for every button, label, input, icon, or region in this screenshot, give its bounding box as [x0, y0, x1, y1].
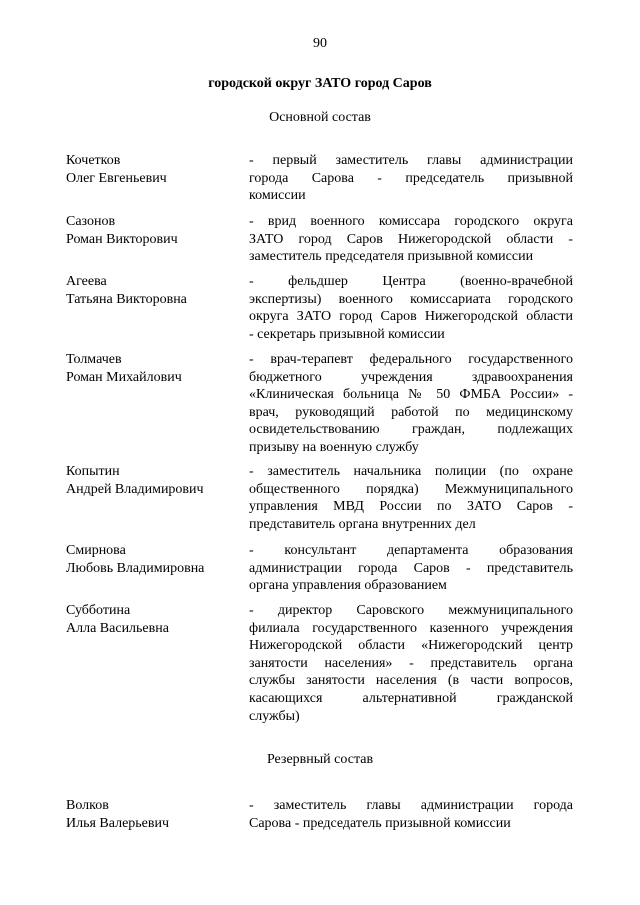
- member-name: [66, 542, 241, 577]
- member-role: [249, 213, 573, 266]
- member-role: [249, 273, 573, 343]
- member-name: [66, 273, 241, 308]
- member-role-line: бюджетного учреждения здравоохранения: [249, 369, 573, 385]
- member-role: [249, 542, 573, 595]
- member-role-line: службы занятости населения (в части вопросов,: [249, 673, 573, 689]
- member-name: [66, 213, 241, 248]
- member-given-names: Андрей Владимирович: [66, 481, 204, 497]
- member-role-line: - заместитель начальника полиции (по охране: [249, 464, 573, 479]
- district-title: городской округ ЗАТО город Саров: [208, 76, 432, 91]
- member-given-names: Алла Васильевна: [66, 620, 169, 636]
- member-surname: Сазонов: [66, 214, 116, 229]
- member-given-names: Любовь Владимировна: [66, 560, 205, 576]
- member-role-line: Сарова - председатель призывной комиссии: [249, 815, 511, 831]
- member-role-line: - врид военного комиссара городского округа: [249, 214, 573, 229]
- member-surname: Волков: [66, 798, 109, 813]
- member-role-line: комиссии: [249, 188, 306, 204]
- member-surname: Копытин: [66, 464, 120, 479]
- member-role-line: - консультант департамента образования: [249, 543, 573, 558]
- page-number: 90: [313, 36, 327, 51]
- member-surname: Субботина: [66, 603, 131, 618]
- member-role-line: ЗАТО город Саров Нижегородской области -: [249, 231, 573, 247]
- member-name: [66, 152, 241, 187]
- member-role-line: касающихся альтернативной гражданской: [249, 690, 573, 706]
- member-role-line: службы): [249, 708, 300, 724]
- member-surname: Агеева: [66, 274, 107, 289]
- member-role-line: округа ЗАТО город Саров Нижегородской области: [249, 309, 573, 325]
- member-role: [249, 797, 573, 832]
- member-role-line: заместитель председателя призывной комиссии: [249, 249, 534, 265]
- member-role-line: Нижегородской области «Нижегородский центр: [249, 638, 573, 654]
- reserve-composition-heading: Резервный состав: [266, 752, 374, 767]
- member-surname: Кочетков: [66, 153, 121, 168]
- member-role-line: филиала государственного казенного учреждения: [249, 620, 573, 636]
- member-role-line: занятости населения» - представитель органа: [249, 655, 573, 671]
- member-role-line: - врач-терапевт федерального государственного: [249, 352, 573, 367]
- member-role-line: - директор Саровского межмуниципального: [249, 603, 573, 618]
- member-role-line: общественного порядка) Межмуниципального: [249, 481, 573, 497]
- member-role-line: - первый заместитель главы администрации: [249, 153, 573, 168]
- member-role-line: представитель органа внутренних дел: [249, 516, 476, 532]
- member-role: [249, 463, 573, 533]
- member-role-line: - фельдшер Центра (военно-врачебной: [249, 274, 573, 289]
- member-name: [66, 602, 241, 637]
- member-given-names: Олег Евгеньевич: [66, 170, 167, 186]
- member-name: [66, 797, 241, 832]
- member-role-line: управления МВД России по ЗАТО Саров -: [249, 499, 573, 515]
- member-role-line: - секретарь призывной комиссии: [249, 326, 445, 342]
- main-composition-heading: Основной состав: [269, 110, 371, 125]
- member-given-names: Роман Викторович: [66, 231, 178, 247]
- member-role-line: города Сарова - председатель призывной: [249, 170, 573, 186]
- member-role-line: врач, руководящий работой по медицинскому: [249, 404, 573, 420]
- member-given-names: Роман Михайлович: [66, 369, 182, 385]
- member-role-line: экспертизы) военного комиссариата городского: [249, 291, 573, 307]
- member-given-names: Илья Валерьевич: [66, 815, 170, 831]
- member-role-line: «Клиническая больница № 50 ФМБА России» -: [249, 387, 573, 403]
- member-role-line: призыву на военную службу: [249, 439, 419, 455]
- member-role: [249, 152, 573, 205]
- member-name: [66, 463, 241, 498]
- member-name: [66, 351, 241, 386]
- member-surname: Толмачев: [66, 352, 122, 367]
- member-role-line: освидетельствованию граждан, подлежащих: [249, 422, 573, 438]
- member-surname: Смирнова: [66, 543, 126, 558]
- member-role-line: - заместитель главы администрации города: [249, 798, 573, 813]
- member-role-line: органа управления образованием: [249, 578, 447, 594]
- member-role-line: администрации города Саров - представитель: [249, 560, 573, 576]
- member-role: [249, 602, 573, 725]
- member-role: [249, 351, 573, 457]
- member-given-names: Татьяна Викторовна: [66, 291, 187, 307]
